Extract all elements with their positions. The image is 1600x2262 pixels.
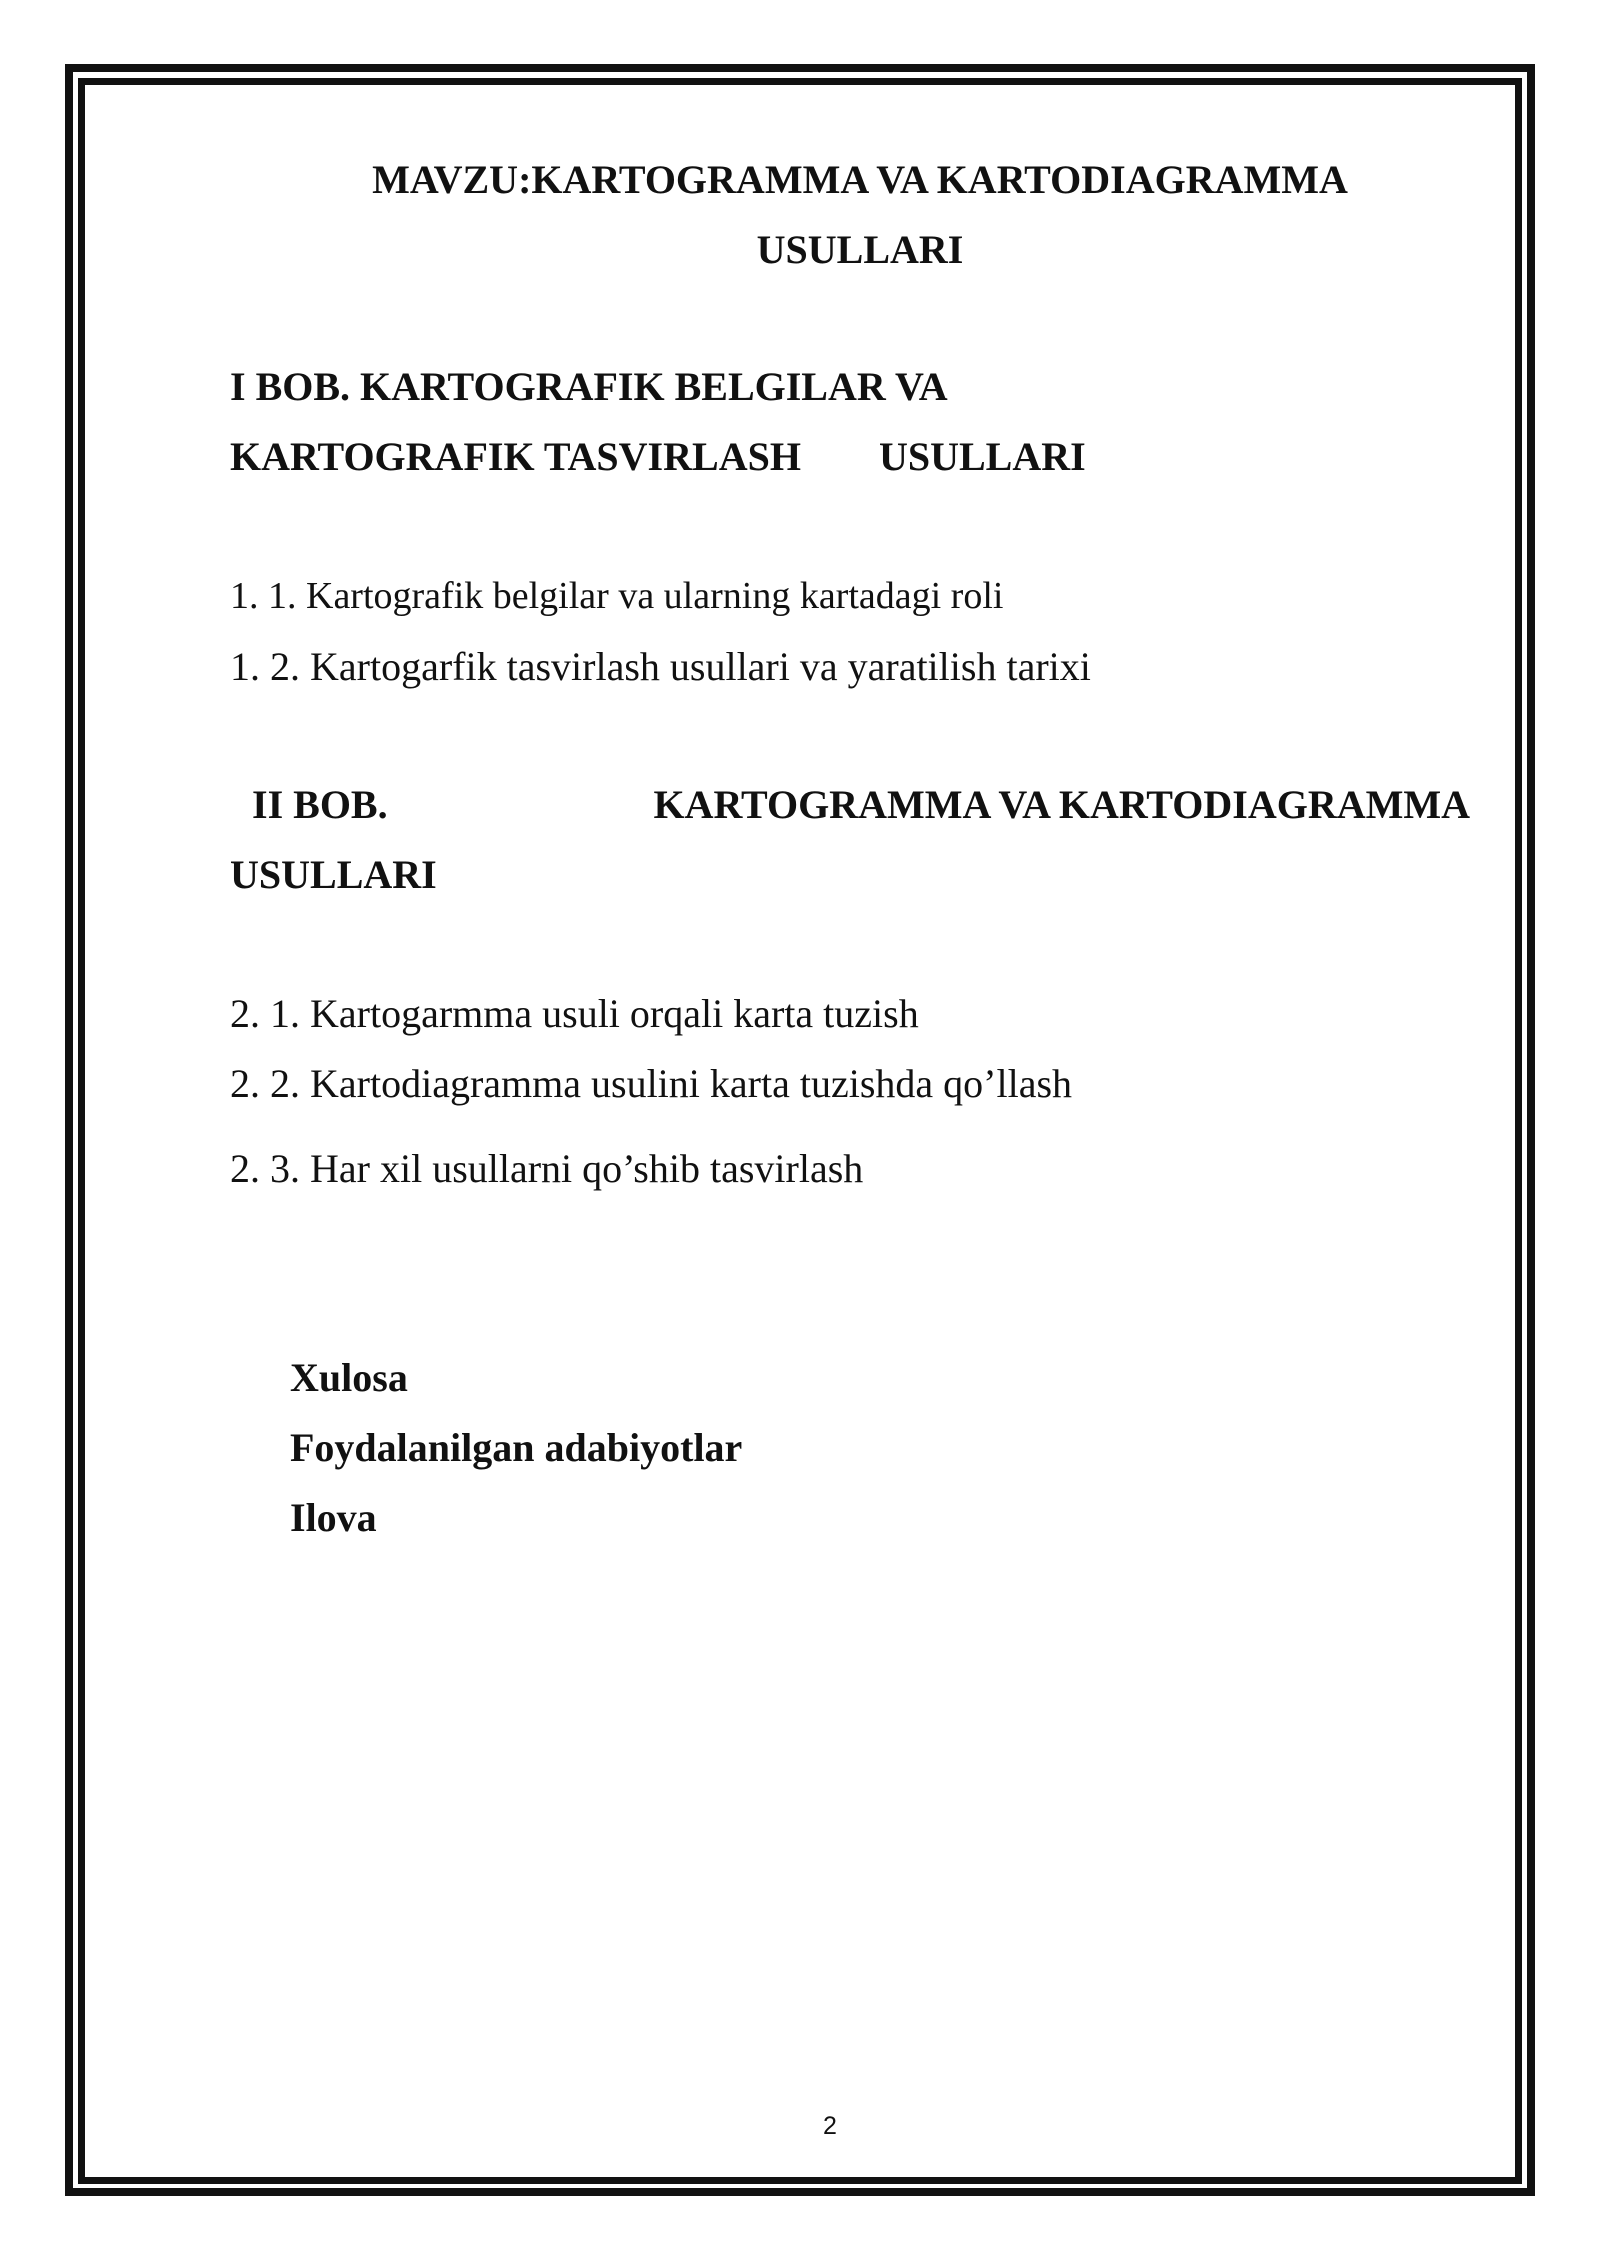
chapter-2-heading-part-b: KARTOGRAMMA VA KARTODIAGRAMMA [653,782,1470,827]
toc-item-2-2: 2. 2. Kartodiagramma usulini karta tuzishda qo’llash [230,1061,1073,1106]
toc-item-2-3: 2. 3. Har xil usullarni qo’shib tasvirlash [230,1146,864,1191]
chapter-1-heading-part-a: KARTOGRAFIK TASVIRLASH [230,434,801,479]
chapter-2-heading-line-1 [252,782,1470,827]
page-number: 2 [823,2112,837,2140]
chapter-1-heading-line-2 [230,434,1086,479]
toc-item-2-1: 2. 1. Kartogarmma usuli orqali karta tuzish [230,991,919,1036]
document-title-line-1: MAVZU:KARTOGRAMMA VA KARTODIAGRAMMA [372,157,1348,202]
chapter-1-heading-part-b: USULLARI [878,434,1086,479]
chapter-1-heading-line-1: I BOB. KARTOGRAFIK BELGILAR VA [230,364,948,409]
toc-appendix: Ilova [290,1495,377,1540]
document-title-line-2: USULLARI [756,227,964,272]
chapter-2-heading-line-2: USULLARI [230,852,437,897]
toc-references: Foydalanilgan adabiyotlar [290,1425,743,1470]
toc-conclusion: Xulosa [290,1355,408,1400]
toc-item-1-2: 1. 2. Kartogarfik tasvirlash usullari va yaratilish tarixi [230,644,1091,689]
toc-item-1-1: 1. 1. Kartografik belgilar va ularning kartadagi roli [230,575,1004,617]
chapter-2-heading-part-a: II BOB. [252,782,388,827]
